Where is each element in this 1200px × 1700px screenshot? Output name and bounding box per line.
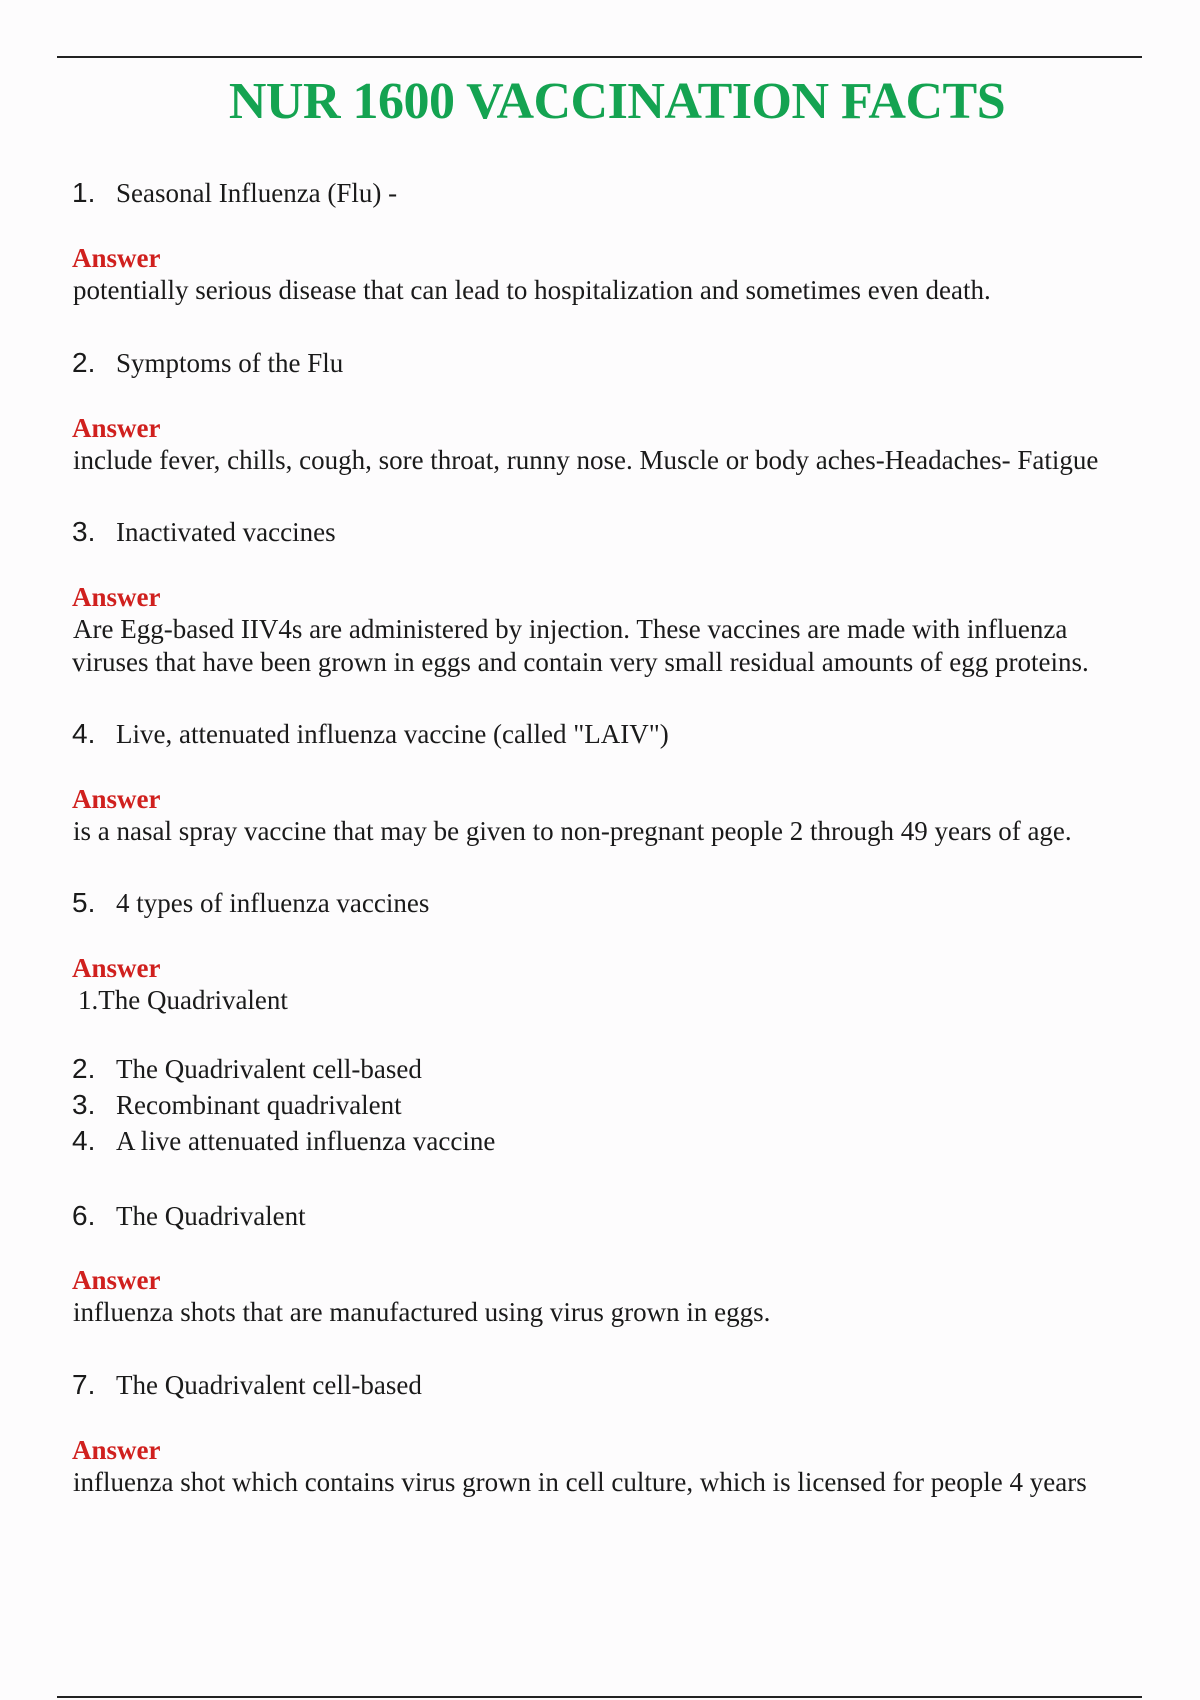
answer-label: Answer (72, 582, 161, 612)
question-number: 1. (72, 177, 96, 208)
answer-2: include fever, chills, cough, sore throat, runny nose. Muscle or body aches-Headaches- Fatigue (73, 445, 1099, 475)
question-number: 2. (72, 347, 96, 378)
answer-label: Answer (72, 413, 161, 443)
sublist-number: 4. (72, 1125, 96, 1156)
answer-1: potentially serious disease that can lead to hospitalization and sometimes even death. (73, 275, 991, 305)
question-text: Symptoms of the Flu (116, 348, 344, 378)
question-number: 6. (72, 1200, 96, 1231)
question-number: 4. (72, 718, 96, 749)
question-text: The Quadrivalent (116, 1201, 306, 1231)
question-text: Seasonal Influenza (Flu) - (116, 178, 398, 208)
sublist-text: A live attenuated influenza vaccine (116, 1126, 496, 1156)
answer-6: influenza shots that are manufactured using virus grown in eggs. (73, 1297, 771, 1327)
top-rule (57, 56, 1142, 58)
question-number: 3. (72, 516, 96, 547)
question-1 (72, 177, 397, 209)
answer-label: Answer (72, 1265, 161, 1295)
answer-label: Answer (72, 953, 161, 983)
question-text: Live, attenuated influenza vaccine (called "LAIV") (116, 719, 669, 749)
answer-5: 1.The Quadrivalent (78, 985, 288, 1015)
answer-3-line-2: viruses that have been grown in eggs and contain very small residual amounts of egg proteins. (72, 647, 1089, 677)
sublist-number: 3. (72, 1089, 96, 1120)
answer-label: Answer (72, 243, 161, 273)
question-6 (72, 1200, 306, 1232)
question-5 (72, 887, 429, 919)
sublist-item-2 (72, 1053, 422, 1085)
answer-label: Answer (72, 784, 161, 814)
question-3 (72, 516, 336, 548)
sublist-item-4 (72, 1125, 495, 1157)
question-text: Inactivated vaccines (116, 517, 336, 547)
question-text: 4 types of influenza vaccines (116, 888, 430, 918)
question-2 (72, 347, 343, 379)
sublist-item-3 (72, 1089, 402, 1121)
sublist-number: 2. (72, 1053, 96, 1084)
sublist-text: Recombinant quadrivalent (116, 1090, 402, 1120)
sublist-text: The Quadrivalent cell-based (116, 1054, 422, 1084)
answer-label: Answer (72, 1435, 161, 1465)
bottom-rule (57, 1696, 1142, 1698)
answer-7: influenza shot which contains virus grown in cell culture, which is licensed for people 4 years (73, 1467, 1087, 1497)
question-number: 5. (72, 887, 96, 918)
question-text: The Quadrivalent cell-based (116, 1370, 422, 1400)
question-4 (72, 718, 669, 750)
document-title: NUR 1600 VACCINATION FACTS (228, 73, 1006, 130)
question-number: 7. (72, 1369, 96, 1400)
answer-3-line-1: Are Egg-based IIV4s are administered by injection. These vaccines are made with influenza (73, 614, 1068, 644)
answer-4: is a nasal spray vaccine that may be given to non-pregnant people 2 through 49 years of age. (73, 816, 1072, 846)
question-7 (72, 1369, 422, 1401)
